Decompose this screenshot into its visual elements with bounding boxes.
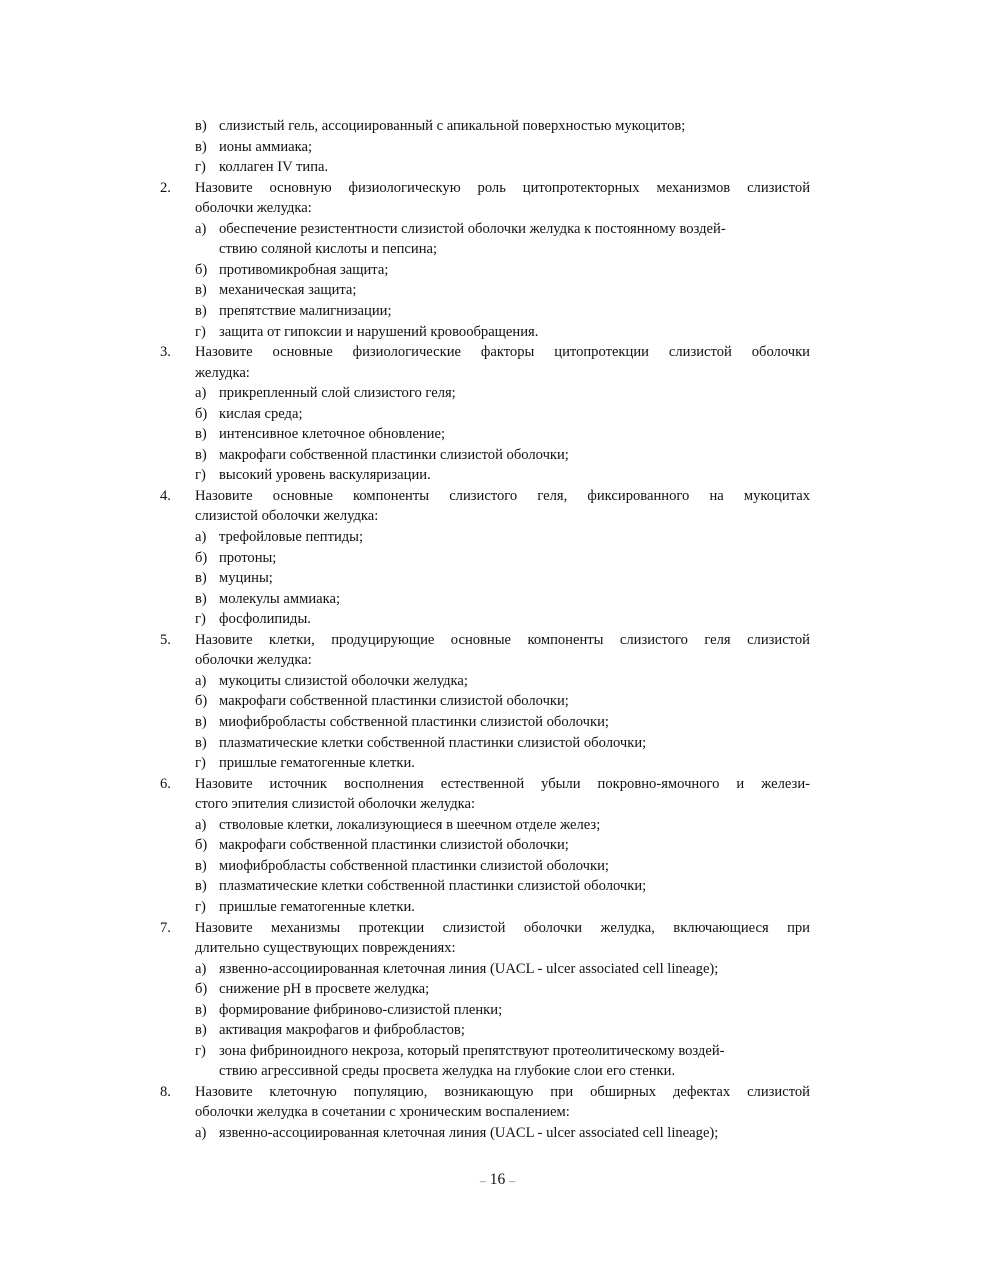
option-text: обеспечение резистентности слизистой оболочки желудка к постоянному воздей- [219,220,726,237]
option-letter: а) [195,960,207,977]
question-text: Назовите источник восполнения естественной убыли покровно-ямочного и желези- [195,775,810,792]
option-letter: б) [195,261,208,278]
answer-option [0,671,995,691]
question-line [0,1082,995,1102]
answer-option [0,445,995,465]
option-text: кислая среда; [219,405,303,422]
question-number: 8. [160,1083,171,1100]
question-line [0,178,995,198]
answer-option [0,568,995,588]
option-text: препятствие малигнизации; [219,303,392,319]
option-text: зона фибриноидного некроза, который препятствуют протеолитическому воздей- [219,1042,725,1059]
continuation-line [0,198,995,218]
answer-option [0,979,995,999]
option-letter: в) [195,878,207,895]
page-number: 16 [489,1171,506,1188]
option-text: макрофаги собственной пластинки слизистой оболочки; [219,446,569,463]
option-letter: а) [195,385,207,402]
option-letter: б) [195,981,208,998]
answer-option [0,548,995,568]
option-letter: в) [195,857,207,874]
option-letter: а) [195,816,207,833]
option-text: молекулы аммиака; [219,590,341,607]
answer-option [0,137,995,157]
option-letter: в) [195,138,207,155]
option-text: высокий уровень васкуляризации. [219,467,431,484]
answer-option [0,404,995,424]
option-letter: в) [195,590,207,607]
option-text: ионы аммиака; [219,138,313,155]
question-number: 3. [160,344,171,361]
question-text: Назовите клетки, продуцирующие основные компоненты слизистого геля слизистой [195,631,810,648]
question-line [0,486,995,506]
answer-option [0,815,995,835]
answer-option [0,733,995,753]
page-number-footer [0,1170,995,1190]
question-line [0,630,995,650]
option-letter: в) [195,570,207,587]
option-letter: г) [195,323,206,340]
option-text: муцины; [219,570,273,587]
answer-option [0,691,995,711]
option-text: стволовые клетки, локализующиеся в шеечном отделе желез; [219,816,601,833]
option-letter: в) [195,426,207,443]
option-letter: г) [195,159,206,176]
continuation-text: стого эпителия слизистой оболочки желудка: [195,796,476,813]
option-text: формирование фибриново-слизистой пленки; [219,1001,503,1018]
question-number: 5. [160,631,171,648]
continuation-text: оболочки желудка: [195,200,312,217]
answer-option [0,609,995,629]
question-line [0,918,995,938]
continuation-text: ствию агрессивной среды просвета желудка на глубокие слои его стенки. [219,1063,676,1080]
answer-option [0,219,995,239]
option-text: плазматические клетки собственной пластинки слизистой оболочки; [219,734,647,751]
option-letter: в) [195,1001,207,1018]
answer-option [0,301,995,321]
option-text: снижение pH в просвете желудка; [219,981,430,998]
option-letter: в) [195,118,207,134]
option-text: фосфолипиды. [219,611,311,628]
option-letter: а) [195,1125,207,1141]
question-number: 7. [160,919,171,936]
continuation-line [0,938,995,958]
option-letter: в) [195,282,207,299]
answer-option [0,835,995,855]
answer-option [0,260,995,280]
option-letter: а) [195,672,207,689]
option-text: плазматические клетки собственной пластинки слизистой оболочки; [219,878,647,895]
option-letter: г) [195,755,206,772]
option-text: трефойловые пептиды; [219,529,364,545]
answer-option [0,1020,995,1040]
option-letter: в) [195,734,207,751]
option-text: прикрепленный слой слизистого геля; [219,385,456,402]
continuation-line [0,1102,995,1122]
answer-option [0,1123,995,1143]
continuation-line [0,363,995,383]
option-text: миофибробласты собственной пластинки слизистой оболочки; [219,714,609,730]
option-text: язвенно-ассоциированная клеточная линия (UACL - ulcer associated cell lineage); [219,960,719,977]
answer-option [0,116,995,136]
option-letter: в) [195,303,207,319]
answer-option [0,897,995,917]
question-text: Назовите основные компоненты слизистого геля, фиксированного на мукоцитах [195,487,810,504]
option-letter: в) [195,1022,207,1039]
answer-option [0,322,995,342]
continuation-line [0,506,995,526]
answer-option [0,1000,995,1020]
answer-option [0,383,995,403]
option-text: защита от гипоксии и нарушений кровообращения. [219,323,539,340]
question-line [0,342,995,362]
option-text: мукоциты слизистой оболочки желудка; [219,672,468,689]
answer-option [0,527,995,547]
answer-option [0,157,995,177]
option-letter: в) [195,446,207,463]
option-text: активация макрофагов и фибробластов; [219,1022,465,1039]
continuation-text: оболочки желудка в сочетании с хроническим воспалением: [195,1104,570,1121]
option-text: протоны; [219,549,277,566]
answer-option [0,465,995,485]
continuation-text: желудка: [195,364,250,381]
question-text: Назовите механизмы протекции слизистой оболочки желудка, включающиеся при [195,919,810,936]
option-letter: в) [195,714,207,730]
continuation-line [0,1061,995,1081]
option-text: язвенно-ассоциированная клеточная линия (UACL - ulcer associated cell lineage); [219,1125,719,1141]
continuation-text: слизистой оболочки желудка: [195,508,379,525]
continuation-line [0,239,995,259]
option-letter: г) [195,611,206,628]
option-letter: б) [195,549,208,566]
answer-option [0,753,995,773]
option-letter: б) [195,837,208,854]
option-text: механическая защита; [219,282,357,299]
continuation-text: длительно существующих повреждениях: [195,940,456,956]
continuation-line [0,650,995,670]
question-number: 6. [160,775,171,792]
answer-option [0,280,995,300]
option-text: интенсивное клеточное обновление; [219,426,446,443]
answer-option [0,712,995,732]
answer-option [0,589,995,609]
option-text: пришлые гематогенные клетки. [219,755,415,772]
continuation-text: оболочки желудка: [195,652,312,669]
option-letter: б) [195,405,208,422]
question-number: 2. [160,179,171,196]
option-letter: а) [195,529,207,545]
question-line [0,774,995,794]
answer-option [0,856,995,876]
answer-option [0,424,995,444]
option-text: коллаген IV типа. [219,159,329,176]
question-text: Назовите основную физиологическую роль цитопротекторных механизмов слизистой [195,179,810,196]
page-number-dash-left: – [479,1173,486,1188]
continuation-line [0,794,995,814]
option-text: противомикробная защита; [219,261,389,278]
continuation-text: ствию соляной кислоты и пепсина; [219,241,438,258]
option-text: миофибробласты собственной пластинки слизистой оболочки; [219,857,609,874]
option-letter: а) [195,220,207,237]
option-text: макрофаги собственной пластинки слизистой оболочки; [219,693,569,710]
option-text: макрофаги собственной пластинки слизистой оболочки; [219,837,569,854]
answer-option [0,876,995,896]
option-text: пришлые гематогенные клетки. [219,898,415,915]
option-letter: г) [195,467,206,484]
option-letter: г) [195,898,206,915]
question-text: Назовите основные физиологические факторы цитопротекции слизистой оболочки [195,344,810,361]
question-text: Назовите клеточную популяцию, возникающую при обширных дефектах слизистой [195,1083,810,1100]
option-letter: г) [195,1042,206,1059]
answer-option [0,1041,995,1061]
page-number-dash-right: – [509,1173,516,1188]
option-text: слизистый гель, ассоциированный с апикальной поверхностью мукоцитов; [219,118,686,134]
question-number: 4. [160,487,171,504]
option-letter: б) [195,693,208,710]
answer-option [0,959,995,979]
